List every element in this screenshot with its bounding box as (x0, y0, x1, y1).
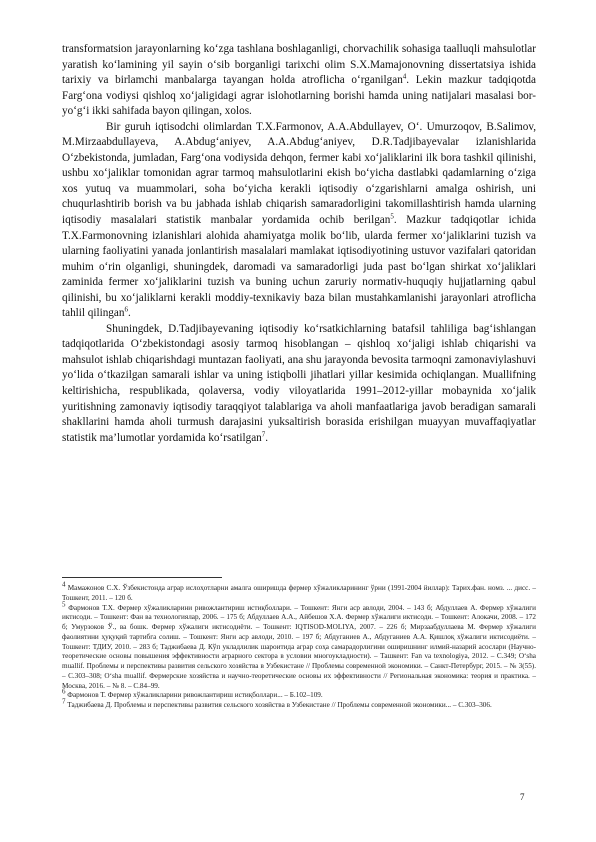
body-text (62, 42, 536, 446)
paragraph-text: . (265, 431, 269, 444)
footnote-number: 5 (62, 600, 66, 609)
footnote-5 (62, 600, 537, 692)
footnote-ref-6[interactable]: 6 (124, 305, 128, 314)
footnote-ref-4[interactable]: 4 (402, 72, 407, 81)
footnote-6 (62, 687, 536, 701)
paragraph-text: transformatsion jarayonlarning ko‘zga tashlana boshlaganligi, chorvachilik sohasiga taalluqli mahsulotlar yaratish ko‘lamining yil sayin o‘sib borganligi tarixchi olim S.X.Mamajonovning dissertatsiya ishida tarixiy va birlamchi manbalarga tayangan holda atroflicha o‘rganilgan (62, 43, 536, 87)
paragraph-text: . Lekin mazkur tadqiqotda Farg‘ona vodiysi qishloq xo‘jaligidagi agrar islohotlarning borishi hamda uning natijalari masalasi bor-yo‘g‘i ikki sahifada bayon qilingan, xolos. (62, 74, 536, 118)
footnote-number: 7 (62, 697, 66, 706)
footnote-ref-7[interactable]: 7 (261, 429, 266, 438)
paragraph-text: . (127, 307, 131, 320)
paragraph-text: Shuningdek, D.Tadjibayevaning iqtisodiy ko‘rsatkichlarning batafsil tahliliga bag‘ishlangan tadqiqotlarida O‘zbekistondagi asosiy tarmoq hisoblangan – qishloq xo‘jaligi ishlab chiqarishi va mahsulot ishlab chiqarishdagi muntazan faoliyati, ana shu jarayonda bevosita tarmoqni zamonaviylashuvi yo‘lida o‘tkazilgan samarali ishlar va uning istiqbolli jihatlari yillar kesimida ochiqlangan. Muallifning keltirishicha, respublikada, qolaversa, vodiy viloyatlarida 1991–2012-yillar mobaynida xo‘jalik yuritishning zamonaviy iqtisodiy taraqqiyot talablariga va aholi manfaatlariga javob beradigan samarali shakllarini hamda aholi turmush darajasini yuksaltirish borasida erishilgan muayyan muvaffaqiyatlar statistik ma’lumotlar yordamida ko‘rsatilgan (62, 322, 536, 444)
footnote-7 (62, 697, 536, 711)
footnote-text: Фармонов Т. Фермер хўжаликларини ривожлантириш истиқболлари... – Б.102–109. (67, 691, 323, 700)
footnote-text: Мамажонов С.Х. Ўзбекистонда аграр ислоҳотларни амалга оширишда фермер хўжаликларининг ўрни (1991-2004 йиллар): Тарих.фан. номз. ... дисс. – Тошкент, 2011. – 120 б. (62, 584, 536, 602)
footnote-text: Таджибаева Д. Проблемы и перспективы развития сельского хозяйства в Узбекистане // Проблемы современной экономики... – С.303–306. (67, 701, 492, 709)
paragraph-text: . Mazkur tadqiqotlar ichida T.X.Farmonovning izlanishlari alohida ahamiyatga molik bo‘lib, ularda fermer xo‘jaliklarini tuzish va ularning faoliyatini yanada jonlantirish masalalari mamlakat iqtisodiyotining ustuvor vazifalari qatoridan muhim o‘rin olganligi, shuningdek, daromadi va samaradorligi juda past bo‘lgan shirkat xo‘jaliklari zaminida fermer xo‘jaliklarini tuzish va buning uchun zaruriy normativ-huquqiy hujjatlarning qabul qilinishi, bu xo‘jaliklarni kerakli moddiy-texnikaviy baza bilan mustahkamlanishi jarayonlari atroflicha tahlil qilingan (62, 214, 536, 320)
footnote-text: Фармонов Т.Х. Фермер хўжаликларини ривожлантириш истиқболлари. – Тошкент: Янги аср авлоди, 2004. – 143 б; Абдуллаев А. Фермер хўжалиги иктисоди. – Тошкент: Фан ва технологиялар, 2006. – 175 б; Абдуллаев А.А., Айбешов Х.А. Фермер хўжалиги иктисоди. – Тошкент: Алокачи, 2008. – 172 б; Умурзоков Ў., ва бошк. Фермер хўжалиги иктисодиёти. – Тошкент: IQTISOD-MOLIYA, 2007. – 226 б; Мирзаабдуллаева М. Фермер хўжалиги фаолиятини ҳуқуқий тартибга солиш. – Тошкент: Янги аср авлоди, 2010. – 197 б; Абдуганиев А., Абдуганиев А.А. Қишлоқ хўжалиги иктисодиёти. – Тошкент: ТДИУ, 2010. – 283 б; Таджибаева Д. Кўп укладлилик шароитида аграр соҳа самарадорлигини оширишнинг илмий-назарий асослари (Научно-теоретические основы повышения эффективности аграрного сектора в условии многоукладности). – Ташкент: Fan va texnologiya, 2012. – С.349; O‘sha muallif. Проблемы и перспективы развития сельского хозяйства в Узбекистане // Проблемы современной экономики. – Санкт-Петербург, 2015. – № 3(55). – С.303–308; O‘sha muallif. Фермерские хозяйства и научно-теоретические основы их эффективности // Региональная экономика: теория и практика. – Москва, 2016. – № 8. – С.84–99. (62, 603, 537, 690)
footnote-4 (62, 580, 536, 604)
paragraph-1 (62, 42, 536, 120)
footnote-ref-5[interactable]: 5 (390, 212, 394, 221)
paragraph-2 (62, 120, 536, 322)
page-number: 7 (520, 792, 525, 802)
footnotes (62, 580, 537, 711)
paragraph-3 (62, 322, 536, 446)
footnote-number: 6 (62, 687, 66, 696)
footnote-divider (62, 577, 222, 578)
paragraph-text: Bir guruh iqtisodchi olimlardan T.X.Farmonov, A.A.Abdullayev, O‘. Umurzoqov, B.Salimov, M.Mirzaabdullayeva, A.Abdug‘aniyev, A.A.Abdug‘aniyev, D.R.Tadjibayevalar izlanishlarida O‘zbekistonda, jumladan, Farg‘ona vodiysida dehqon, fermer kabi xo‘jaliklarini ilk bora tashkil qilinishi, ushbu xo‘jaliklar tomonidan agrar tarmoq mahsulotlarini ekish bo‘yicha dastlabki qadamlarning o‘ziga xos yutuq va muammolari, soha bo‘yicha kerakli iqtisodiy o‘zgarishlarni amalga oshirish, uni chuqurlashtirib borish va bu jabhada ishlab chiqarish samaradorligini takomillashtirish hamda ularning iqtisodiy masalalari statistik manbalar yordamida ochib berilgan (62, 120, 536, 227)
footnote-number: 4 (62, 580, 66, 589)
